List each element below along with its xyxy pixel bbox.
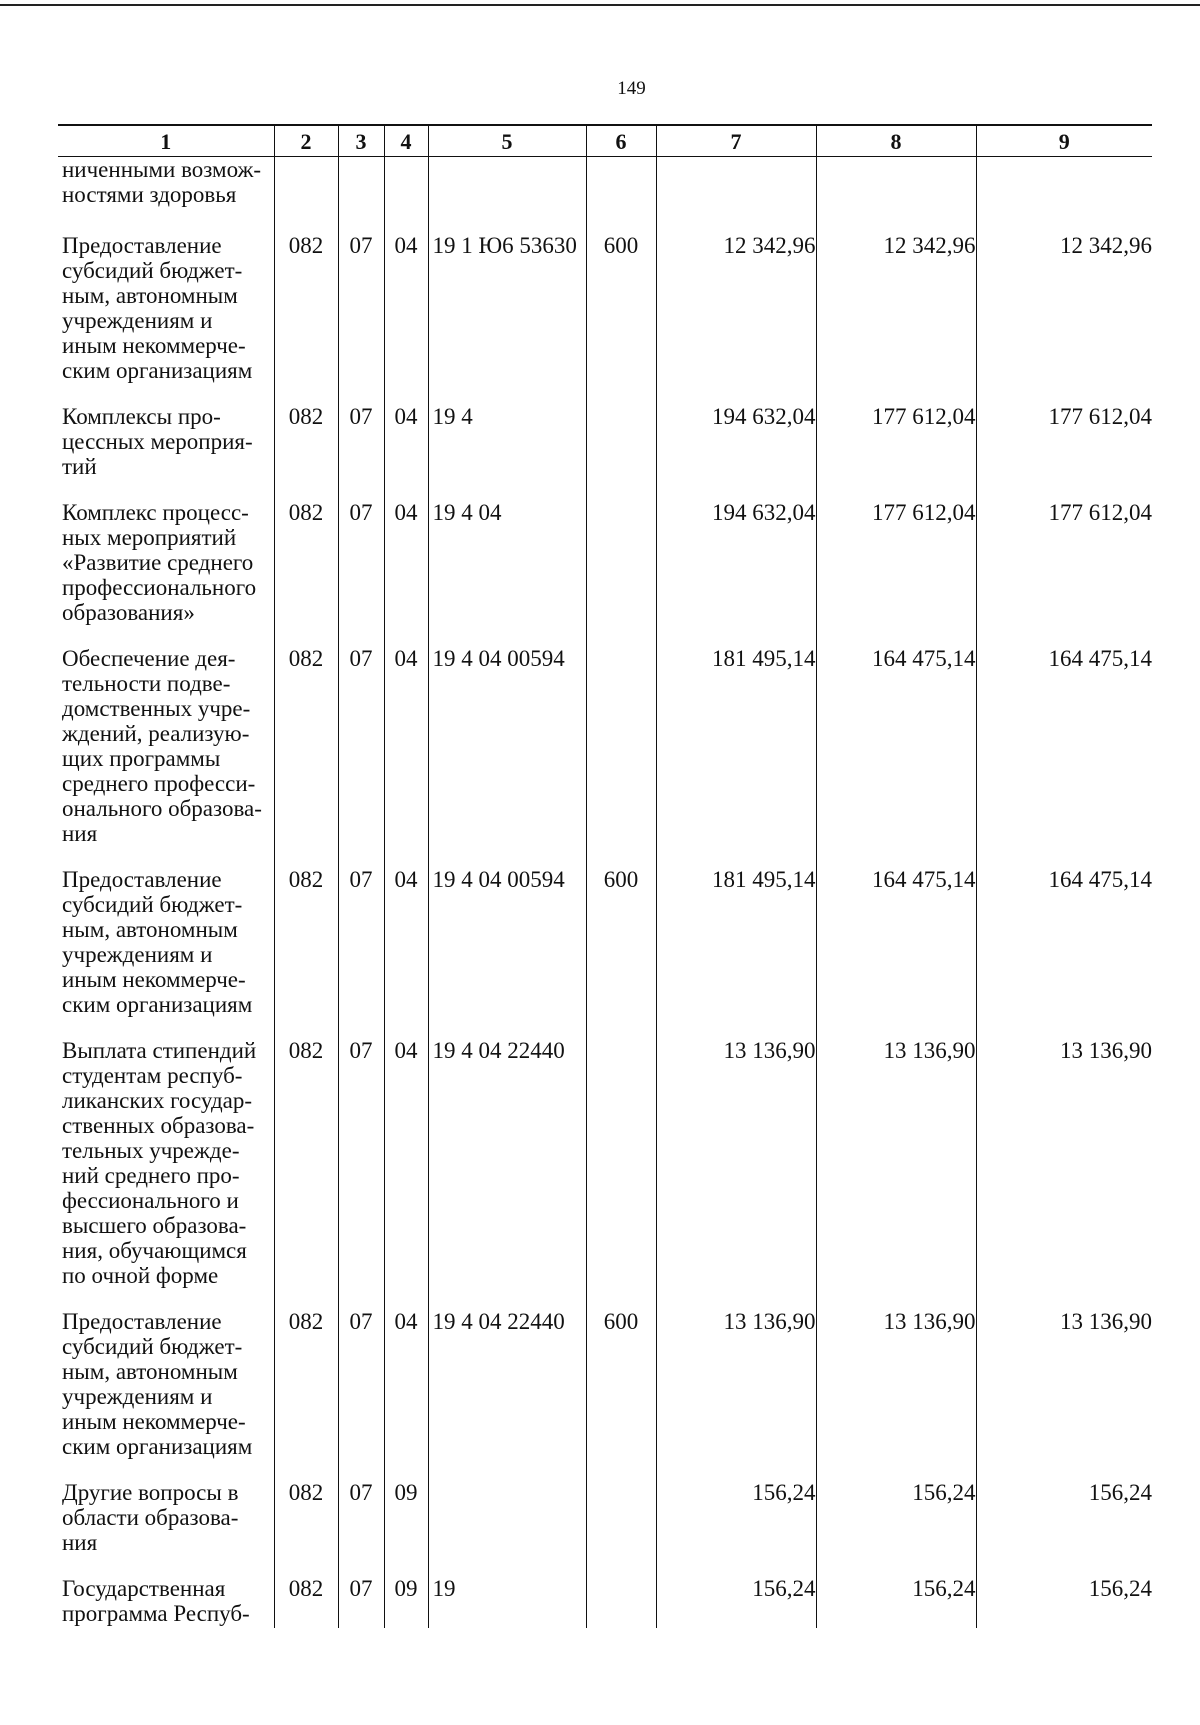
admin-code-cell: 082 [274,1480,338,1576]
amount-col9-cell: 12 342,96 [976,233,1152,404]
amount-col9-cell: 156,24 [976,1576,1152,1628]
column-header: 7 [656,125,816,157]
amount-col9-cell: 164 475,14 [976,867,1152,1038]
subsection-code-cell: 04 [384,646,428,867]
subsection-code-cell: 04 [384,233,428,404]
amount-col7-cell: 181 495,14 [656,867,816,1038]
table-row [58,1309,1152,1480]
expense-type-cell [586,1480,656,1576]
row-name-cell: Комплексы про-цессных мероприя-тий [62,404,253,479]
row-name-cell: ниченными возмож- ностями здоровья [62,157,262,207]
subsection-code-cell [384,157,428,234]
column-header: 1 [58,125,274,157]
amount-col8-cell: 156,24 [816,1480,976,1576]
amount-col7-cell: 13 136,90 [656,1309,816,1480]
top-rule [0,4,1200,6]
target-article-cell [428,157,586,234]
table-row [58,867,1152,1038]
table-row [58,157,1152,234]
expense-type-cell [586,157,656,234]
table-row [58,233,1152,404]
column-header: 9 [976,125,1152,157]
expense-type-cell [586,646,656,867]
target-article-cell: 19 4 [428,404,586,500]
amount-col7-cell: 156,24 [656,1480,816,1576]
subsection-code-cell: 04 [384,500,428,646]
amount-col8-cell: 177 612,04 [816,500,976,646]
amount-col7-cell [656,157,816,234]
amount-col8-cell [816,157,976,234]
expense-type-cell: 600 [586,867,656,1038]
amount-col8-cell: 13 136,90 [816,1309,976,1480]
table-row [58,404,1152,500]
subsection-code-cell: 09 [384,1480,428,1576]
row-name-cell: Государственная программа Респуб- [62,1576,250,1626]
page-number: 149 [617,78,646,99]
column-header: 8 [816,125,976,157]
amount-col9-cell: 13 136,90 [976,1309,1152,1480]
admin-code-cell: 082 [274,233,338,404]
target-article-cell [428,1480,586,1576]
row-name-cell: Предоставление субсидий бюджет-ным, автономным учреждениям и иным некоммерче-ским организациям [62,867,253,1017]
table-row [58,500,1152,646]
admin-code-cell: 082 [274,1038,338,1309]
row-name-cell: Предоставление субсидий бюджет-ным, автономным учреждениям и иным некоммерче-ским организациям [62,1309,253,1459]
row-name-cell: Другие вопросы в области образова-ния [62,1480,239,1555]
column-header: 4 [384,125,428,157]
expense-type-cell [586,404,656,500]
amount-col8-cell: 164 475,14 [816,646,976,867]
target-article-cell: 19 4 04 00594 [428,646,586,867]
expense-type-cell: 600 [586,1309,656,1480]
table-row [58,646,1152,867]
row-name-cell: Выплата стипендий студентам респуб-ликанских государ-ственных образова-тельных учрежде-ний среднего про-фессионального и высшего образова-ния, обучающимся по очной форме [62,1038,257,1288]
table-header-row [58,125,1152,157]
table-row [58,1576,1152,1628]
table-row [58,1038,1152,1309]
target-article-cell: 19 4 04 22440 [428,1309,586,1480]
subsection-code-cell: 04 [384,1038,428,1309]
amount-col7-cell: 181 495,14 [656,646,816,867]
amount-col7-cell: 13 136,90 [656,1038,816,1309]
target-article-cell: 19 4 04 [428,500,586,646]
table-body [58,157,1152,1629]
amount-col9-cell: 13 136,90 [976,1038,1152,1309]
expense-type-cell [586,1576,656,1628]
subsection-code-cell: 04 [384,867,428,1038]
table-row [58,1480,1152,1576]
expense-type-cell [586,1038,656,1309]
target-article-cell: 19 1 Ю6 53630 [428,233,586,404]
section-code-cell: 07 [338,1309,384,1480]
amount-col9-cell: 164 475,14 [976,646,1152,867]
amount-col7-cell: 194 632,04 [656,500,816,646]
section-code-cell: 07 [338,404,384,500]
section-code-cell: 07 [338,646,384,867]
target-article-cell: 19 4 04 00594 [428,867,586,1038]
expense-type-cell [586,500,656,646]
column-header: 5 [428,125,586,157]
section-code-cell: 07 [338,1480,384,1576]
row-name-cell: Комплекс процесс-ных мероприятий «Развитие среднего профессионального образования» [62,500,257,625]
section-code-cell [338,157,384,234]
row-name-cell: Обеспечение дея-тельности подве-домственных учре-ждений, реализую-щих программы среднего професси-онального образова-ния [62,646,262,846]
subsection-code-cell: 04 [384,404,428,500]
section-code-cell: 07 [338,500,384,646]
section-code-cell: 07 [338,1038,384,1309]
subsection-code-cell: 09 [384,1576,428,1628]
amount-col8-cell: 177 612,04 [816,404,976,500]
admin-code-cell: 082 [274,1576,338,1628]
admin-code-cell [274,157,338,234]
section-code-cell: 07 [338,233,384,404]
amount-col7-cell: 12 342,96 [656,233,816,404]
amount-col9-cell [976,157,1152,234]
column-header: 2 [274,125,338,157]
admin-code-cell: 082 [274,867,338,1038]
subsection-code-cell: 04 [384,1309,428,1480]
row-name-cell: Предоставление субсидий бюджет-ным, автономным учреждениям и иным некоммерче-ским организациям [62,233,253,383]
target-article-cell: 19 [428,1576,586,1628]
budget-table [58,124,1152,1628]
amount-col7-cell: 194 632,04 [656,404,816,500]
section-code-cell: 07 [338,867,384,1038]
column-header: 6 [586,125,656,157]
admin-code-cell: 082 [274,404,338,500]
admin-code-cell: 082 [274,646,338,867]
amount-col8-cell: 13 136,90 [816,1038,976,1309]
target-article-cell: 19 4 04 22440 [428,1038,586,1309]
column-header: 3 [338,125,384,157]
amount-col9-cell: 177 612,04 [976,404,1152,500]
expense-type-cell: 600 [586,233,656,404]
admin-code-cell: 082 [274,1309,338,1480]
amount-col8-cell: 164 475,14 [816,867,976,1038]
amount-col9-cell: 156,24 [976,1480,1152,1576]
amount-col7-cell: 156,24 [656,1576,816,1628]
admin-code-cell: 082 [274,500,338,646]
amount-col9-cell: 177 612,04 [976,500,1152,646]
amount-col8-cell: 12 342,96 [816,233,976,404]
section-code-cell: 07 [338,1576,384,1628]
amount-col8-cell: 156,24 [816,1576,976,1628]
